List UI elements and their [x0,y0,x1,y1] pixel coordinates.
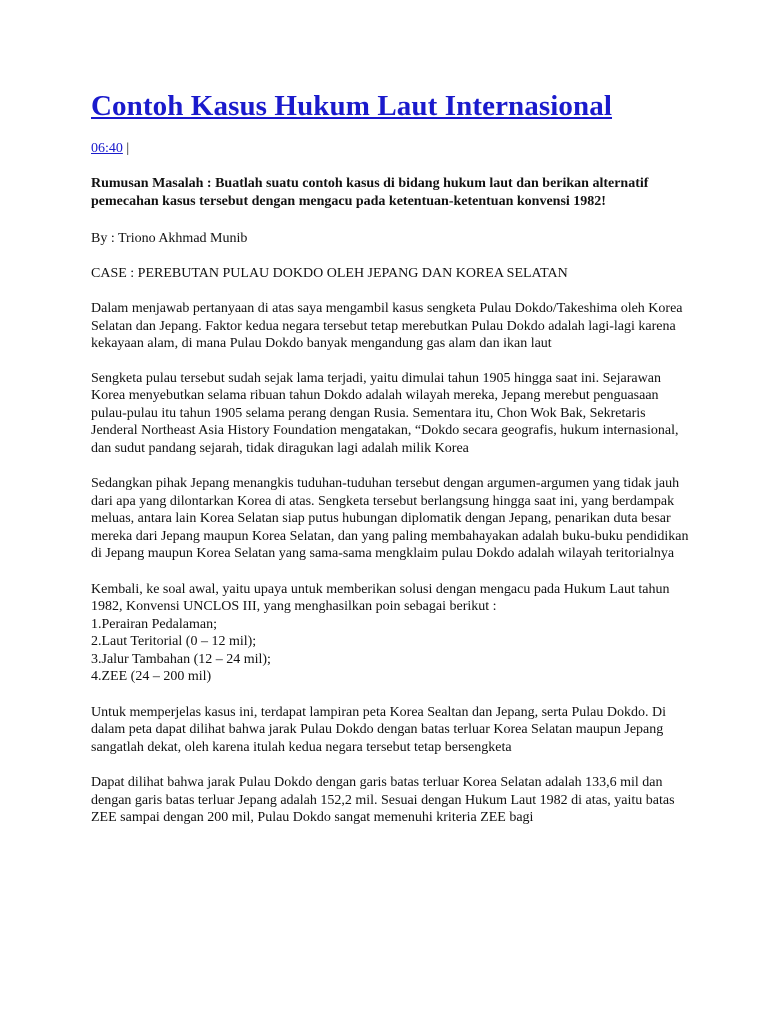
article-body [91,88,691,827]
post-time-link[interactable]: 06:40 [91,141,123,156]
author-line: By : Triono Akhmad Munib [91,231,248,246]
paragraph-2: Sengketa pulau tersebut sudah sejak lama terjadi, yaitu dimulai tahun 1905 hingga saat ini. Sejarawan Korea menyebutkan selama ribuan tahun Dokdo adalah wilayah mereka, Jepang merebut penguasaan pulau-pulau itu tahun 1905 selama perang dengan Rusia. Sementara itu, Chon Wok Bak, Sekretaris Jenderal Northeast Asia History Foundation mengatakan, “Dokdo secara geografis, hukum internasional, dan sudut pandang sejarah, tidak diragukan lagi adalah milik Korea [91,370,679,456]
paragraph-1: Dalam menjawab pertanyaan di atas saya mengambil kasus sengketa Pulau Dokdo/Takeshima oleh Korea Selatan dan Jepang. Faktor kedua negara tersebut tetap merebutkan Pulau Dokdo adalah lagi-lagi karena kekayaan alam, di mana Pulau Dokdo banyak mengandung gas alam dan ikan laut [91,301,683,351]
article-title[interactable]: Contoh Kasus Hukum Laut Internasional [91,90,613,122]
post-meta [91,140,691,158]
paragraph-5: Untuk memperjelas kasus ini, terdapat lampiran peta Korea Sealtan dan Jepang, serta Pulau Dokdo. Di dalam peta dapat dilihat bahwa jarak Pulau Dokdo dengan batas terluar Korea Selatan maupun Jepang sangatlah dekat, oleh karena itulah kedua negara tersebut tetap bersengketa [91,704,666,755]
list-item: 3.Jalur Tambahan (12 – 24 mil); [91,651,271,667]
case-heading: CASE : PEREBUTAN PULAU DOKDO OLEH JEPANG DAN KOREA SELATAN [91,265,568,281]
problem-statement: Rumusan Masalah : Buatlah suatu contoh kasus di bidang hukum laut dan berikan alternatif pemecahan kasus tersebut dengan mengacu pada ketentuan-ketentuan konvensi 1982! [91,176,649,209]
list-item: 2.Laut Teritorial (0 – 12 mil); [91,634,257,649]
paragraph-3: Sedangkan pihak Jepang menangkis tuduhan-tuduhan tersebut dengan argumen-argumen yang tidak jauh dari apa yang dilontarkan Korea di atas. Sengketa tersebut berlangsung hingga saat ini, yang berdampak meluas, antara lain Korea Selatan siap putus hubungan diplomatik dengan Jepang, penarikan duta besar mereka dari Jepang maupun Korea Selatan, dan yang paling membahayakan adalah buku-buku pendidikan di Jepang maupun Korea Selatan yang sama-sama mengklaim pulau Dokdo adalah wilayah teritorialnya [91,476,689,561]
list-item: 1.Perairan Pedalaman; [91,616,217,632]
paragraph-4 [91,581,691,686]
meta-separator: | [122,141,130,156]
paragraph-6: Dapat dilihat bahwa jarak Pulau Dokdo dengan garis batas terluar Korea Selatan adalah 133,6 mil dan dengan garis batas terluar Jepang adalah 152,2 mil. Sesuai dengan Hukum Laut 1982 di atas, yaitu batas ZEE sampai dengan 200 mil, Pulau Dokdo sangat memenuhi kriteria ZEE bagi [91,775,675,825]
paragraph-4-intro: Kembali, ke soal awal, yaitu upaya untuk memberikan solusi dengan mengacu pada Hukum Laut tahun 1982, Konvensi UNCLOS III, yang menghasilkan poin sebagai berikut : [91,581,670,614]
list-item: 4.ZEE (24 – 200 mil) [91,669,212,684]
